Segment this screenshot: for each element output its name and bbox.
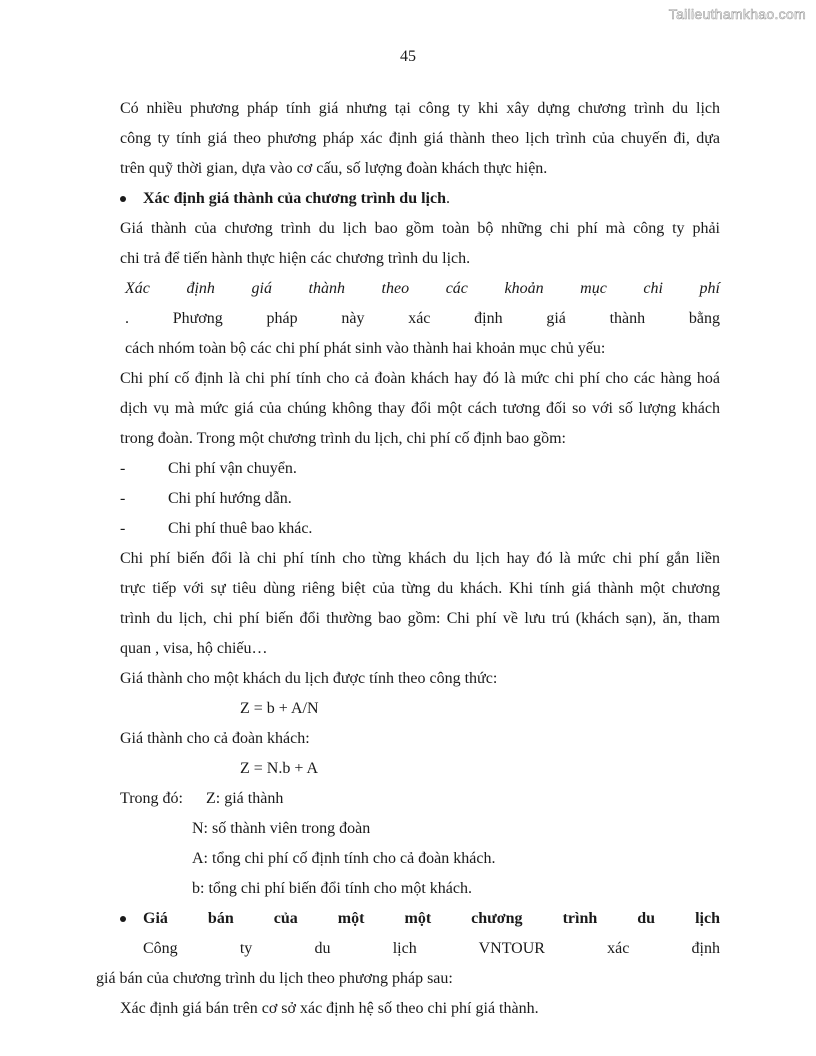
list-item-text: Chi phí thuê bao khác. [168,520,313,537]
text-line: công ty tính giá theo phương pháp xác định giá thành theo lịch trình của chuyến đi, dựa [120,130,720,147]
formula-definitions [96,784,720,904]
bullet-cost-determination [96,184,720,214]
paragraph-pricing-methods [96,94,720,184]
text-line [96,274,720,334]
paragraph-selling-price-method: Xác định giá bán trên cơ sở xác định hệ số theo chi phí giá thành. [120,1000,539,1017]
definitions-label: Trong đó: [120,790,183,807]
list-item-text: Chi phí hướng dẫn. [168,490,292,507]
text-line: Chi phí cố định là chi phí tính cho cả đoàn khách hay đó là mức chi phí cho các hàng hoá [120,370,720,387]
text-line [96,904,720,964]
formula-per-guest: Z = b + A/N [240,700,319,717]
text-line: Có nhiều phương pháp tính giá nhưng tại công ty khi xây dựng chương trình du lịch [120,100,720,117]
paragraph-cost-definition [96,214,720,274]
fixed-cost-list [96,454,720,544]
text-line: trực tiếp với sự tiêu dùng riêng biệt của từng du khách. Khi tính giá thành một chương [120,580,720,597]
paragraph-variable-costs [96,544,720,664]
text-line: trình du lịch, chi phí biến đổi thường bao gồm: Chi phí về lưu trú (khách sạn), ăn, tham [120,610,720,627]
text-line: trong đoàn. Trong một chương trình du lịch, chi phí cố định bao gồm: [120,430,566,447]
text-line: Giá thành của chương trình du lịch bao gồm toàn bộ những chi phí mà công ty phải [120,220,720,237]
bullet-heading: Xác định giá thành của chương trình du lịch [143,190,446,207]
paragraph-cost-items [96,274,720,364]
bullet-icon [120,196,126,202]
definition-z: Z: giá thành [206,790,284,807]
text-line: cách nhóm toàn bộ các chi phí phát sinh vào thành hai khoản mục chủ yếu: [125,340,606,357]
definition-n: N: số thành viên trong đoàn [192,820,371,837]
text-fragment: . Phương pháp này xác định giá thành bằng [125,310,720,327]
bullet-heading: Giá bán của một một chương trình du lịch [143,910,720,927]
text-line: Chi phí biến đổi là chi phí tính cho từng khách du lịch hay đó là mức chi phí gắn liền [120,550,720,567]
document-body [96,94,720,1024]
text-line: dịch vụ mà mức giá của chúng không thay đổi một cách tương đối so với số lượng khách [120,400,720,417]
bullet-icon [120,916,126,922]
list-item [96,454,720,484]
list-item [96,514,720,544]
page-number: 45 [400,48,416,65]
definition-a: A: tổng chi phí cố định tính cho cả đoàn khách. [192,850,496,867]
dash-marker: - [120,490,126,507]
formula-group: Z = N.b + A [240,760,319,777]
text-fragment: Công ty du lịch VNTOUR xác định [143,940,720,957]
dash-marker: - [120,520,126,537]
definition-row [96,784,720,814]
text-line: trên quỹ thời gian, dựa vào cơ cấu, số lượng đoàn khách thực hiện. [120,160,548,177]
paragraph-fixed-costs [96,364,720,454]
list-item-text: Chi phí vận chuyển. [168,460,297,477]
text-line: quan , visa, hộ chiếu… [120,640,268,657]
dash-marker: - [120,460,126,477]
bullet-heading-tail: . [445,190,450,207]
watermark-text: Tailieuthamkhao.com [668,6,806,22]
text-line: chi trả để tiến hành thực hiện các chương trình du lịch. [120,250,471,267]
list-item [96,484,720,514]
italic-term: Xác định giá thành theo các khoản mục chi phí [125,280,720,297]
formula-intro-per-guest: Giá thành cho một khách du lịch được tính theo công thức: [120,670,498,687]
bullet-selling-price [96,904,720,994]
formula-intro-group: Giá thành cho cả đoàn khách: [120,730,310,747]
definition-b: b: tổng chi phí biến đổi tính cho một khách. [192,880,472,897]
text-line: giá bán của chương trình du lịch theo phương pháp sau: [96,970,453,987]
